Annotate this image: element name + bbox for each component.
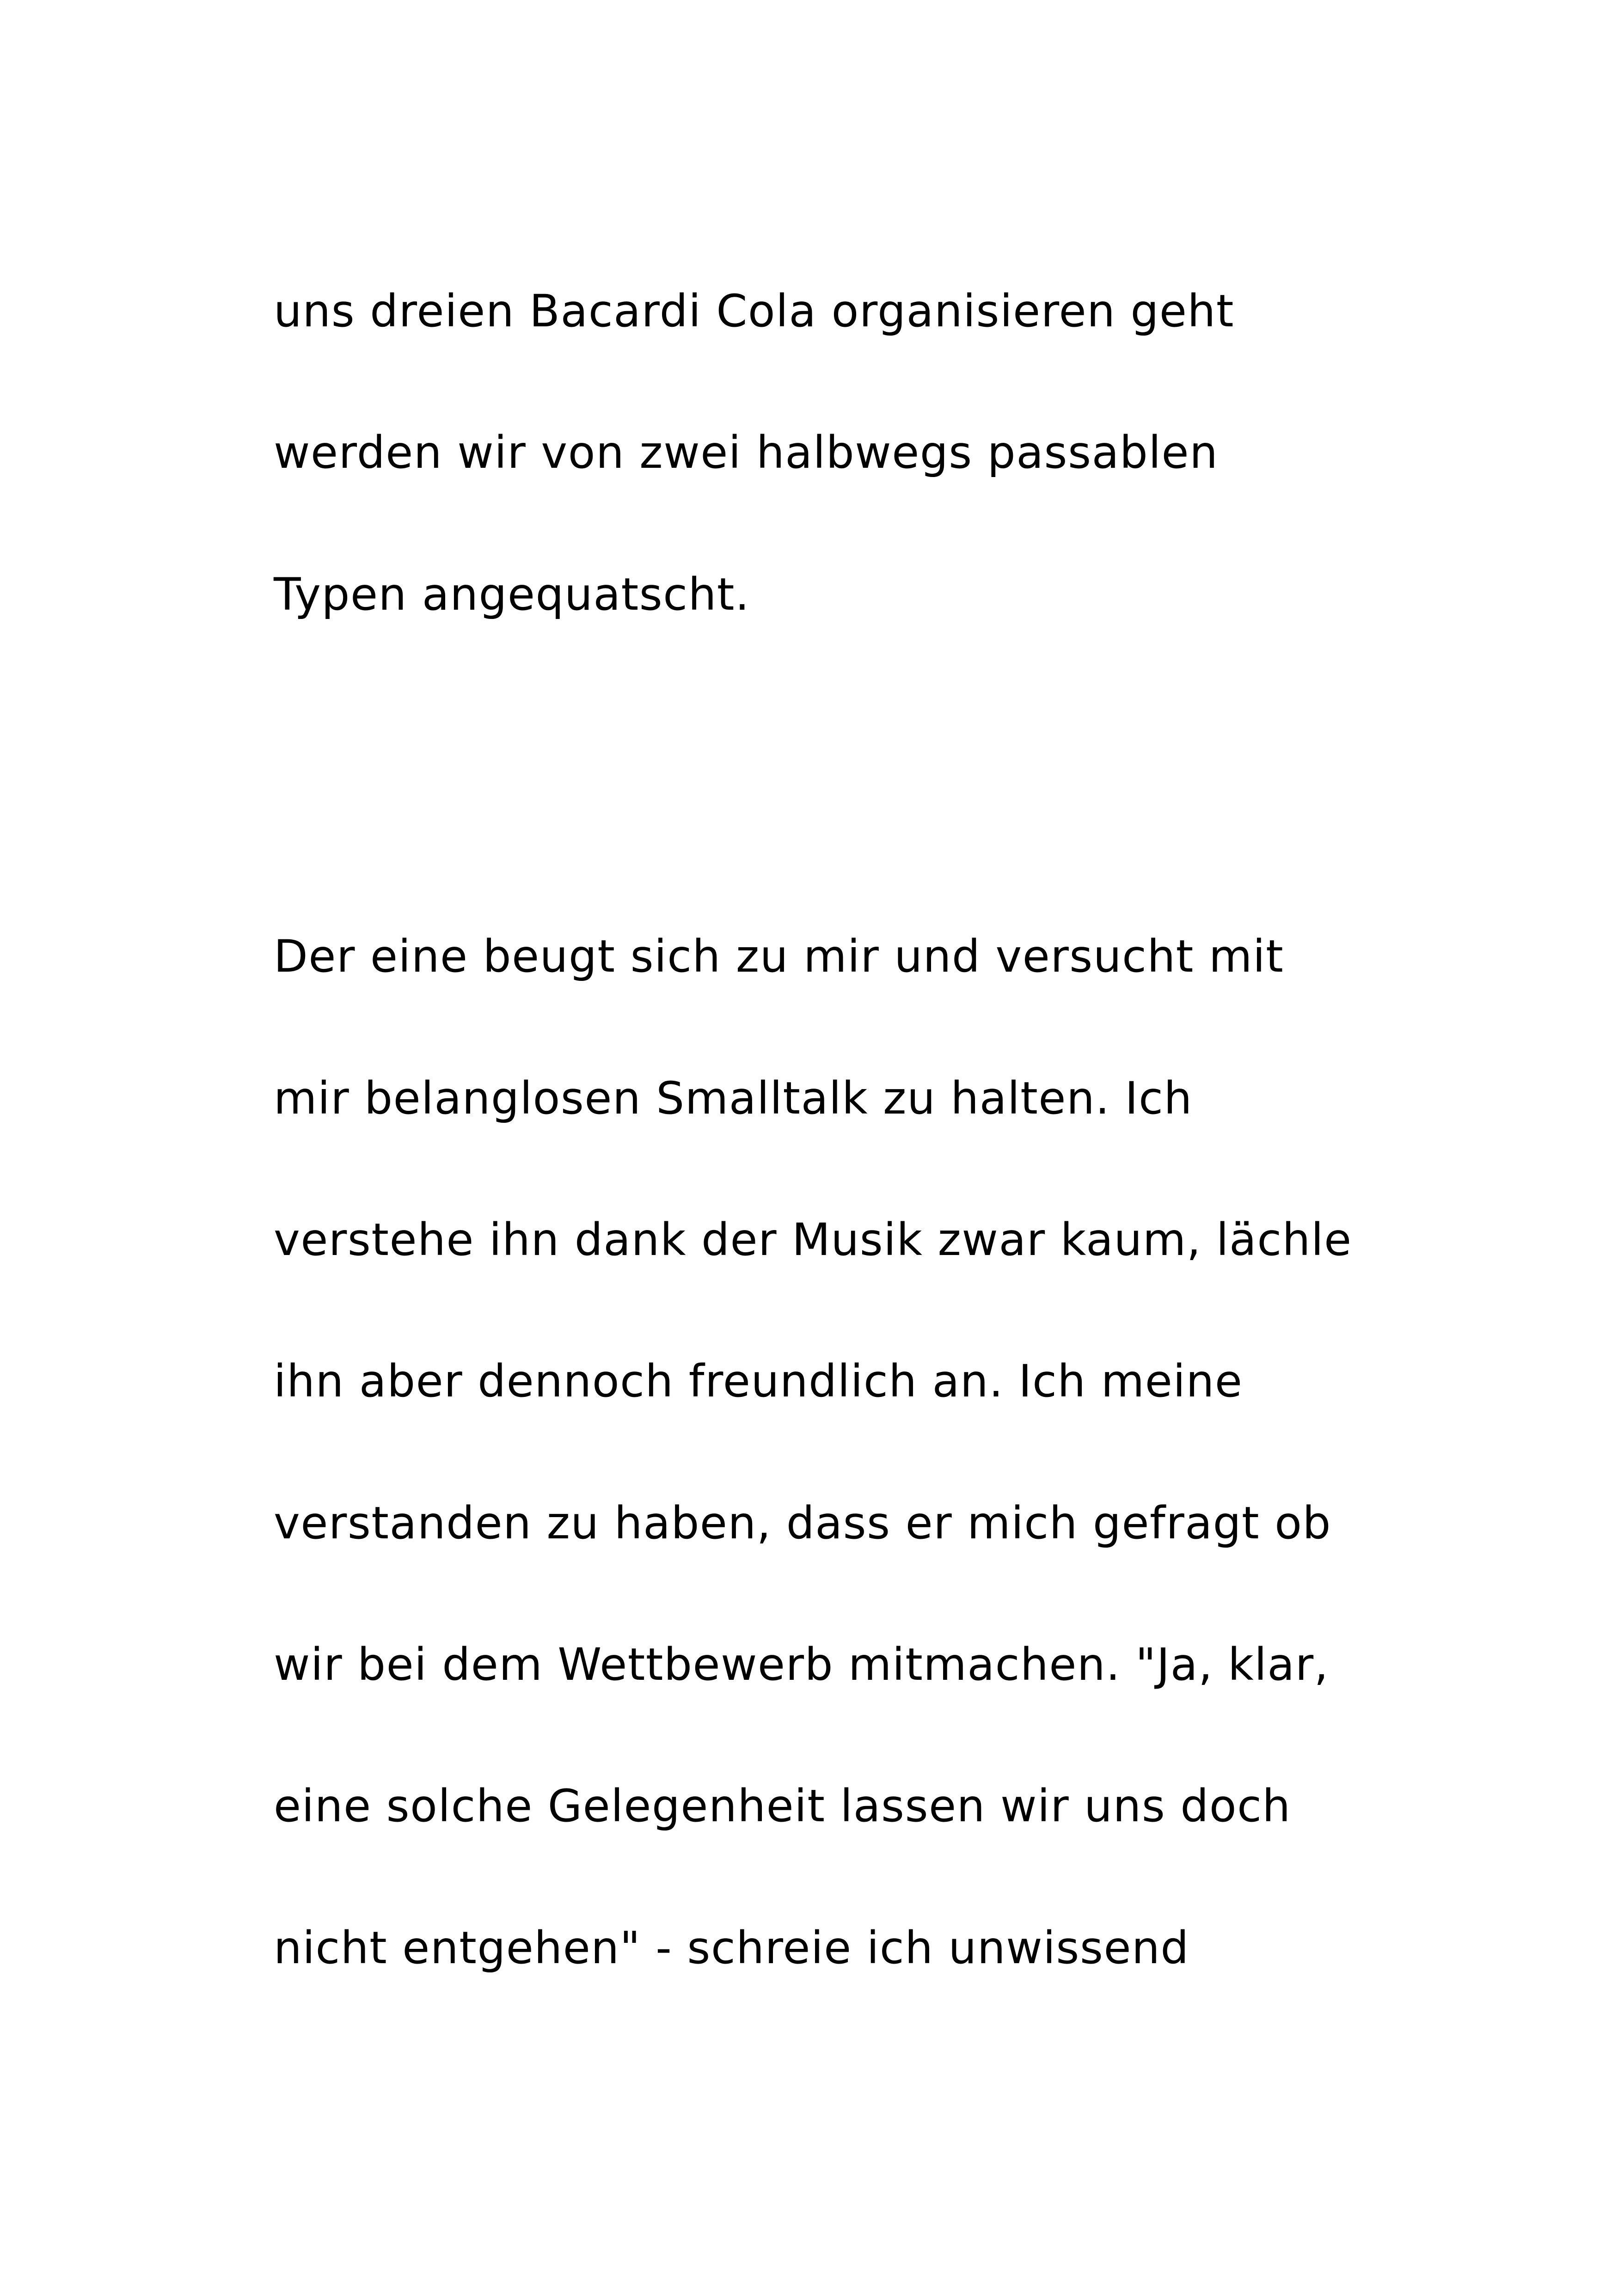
text-line: uns dreien Bacardi Cola organisieren geht (274, 285, 1234, 337)
text-line: Typen angequatscht. (274, 569, 750, 620)
text-line: verstehe ihn dank der Musik zwar kaum, lächle (274, 1214, 1352, 1266)
text-line: mir belanglosen Smalltalk zu halten. Ich (274, 1072, 1193, 1124)
text-line: verstanden zu haben, dass er mich gefragt ob (274, 1497, 1331, 1549)
text-line: ihn aber dennoch freundlich an. Ich meine (274, 1355, 1243, 1407)
text-line: wir bei dem Wettbewerb mitmachen. "Ja, klar, (274, 1639, 1329, 1690)
text-line: nicht entgehen" - schreie ich unwissend (274, 1922, 1189, 1974)
text-line: Der eine beugt sich zu mir und versucht mit (274, 931, 1284, 982)
text-line: eine solche Gelegenheit lassen wir uns doch (274, 1780, 1291, 1832)
text-line: werden wir von zwei halbwegs passablen (274, 427, 1219, 478)
